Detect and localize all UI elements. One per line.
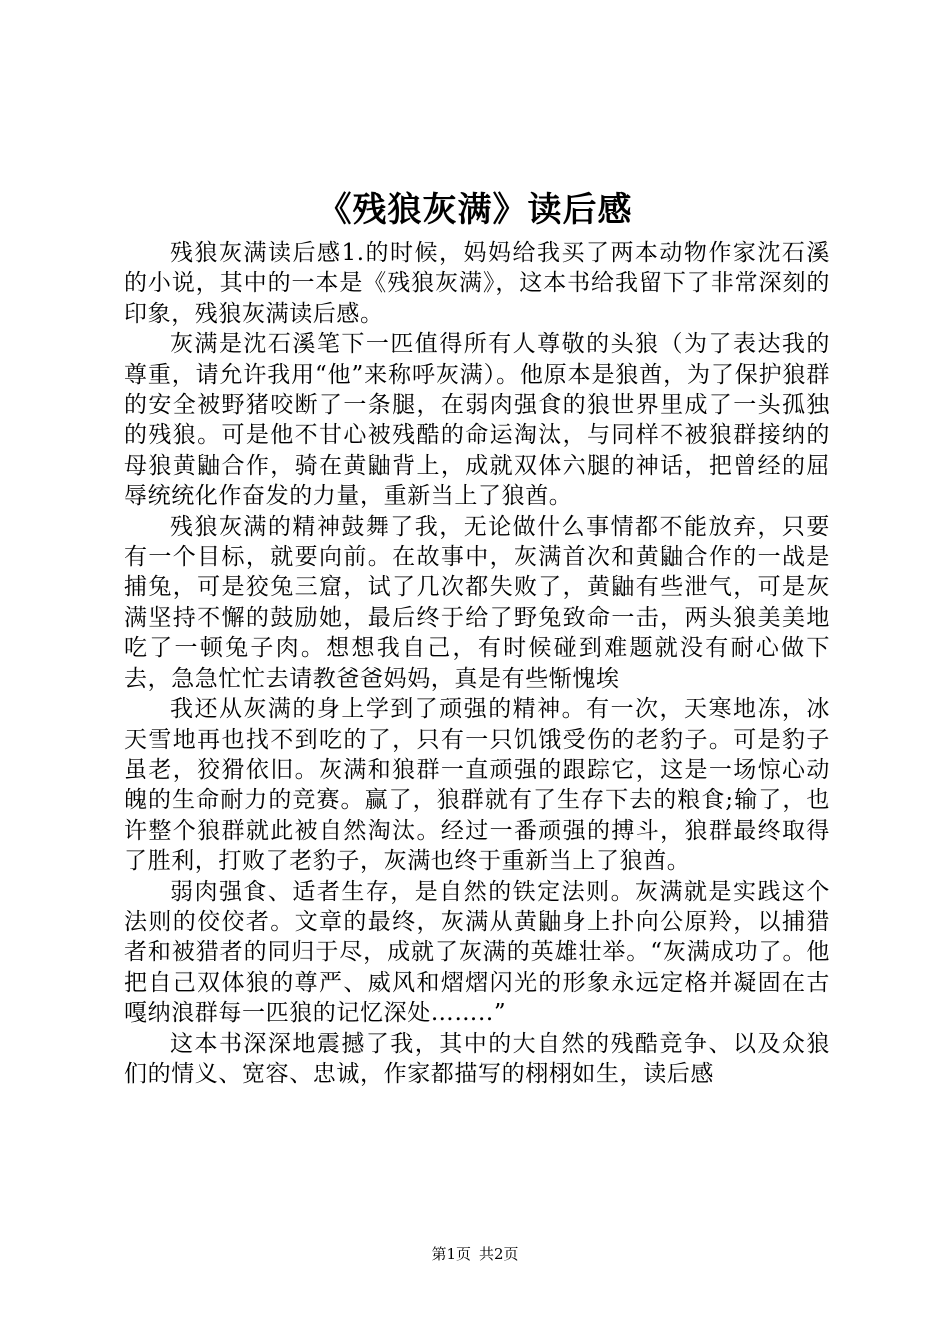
document-title: 《残狼灰满》读后感 (317, 190, 633, 230)
paragraph: 残狼灰满读后感1.的时候，妈妈给我买了两本动物作家沈石溪的小说，其中的一本是《残狼灰满》，这本书给我留下了非常深刻的印象，残狼灰满读后感。 (124, 240, 830, 327)
document-body (124, 238, 830, 1089)
paragraph: 这本书深深地震撼了我，其中的大自然的残酷竞争、以及众狼们的情义、宽容、忠诚，作家都描写的栩栩如生，读后感 (124, 1030, 830, 1087)
paragraph: 灰满是沈石溪笔下一匹值得所有人尊敬的头狼（为了表达我的尊重，请允许我用“他”来称呼灰满）。他原本是狼酋，为了保护狼群的安全被野猪咬断了一条腿，在弱肉强食的狼世界里成了一头孤独的残狼。可是他不甘心被残酷的命运淘汰，与同样不被狼群接纳的母狼黄鼬合作，骑在黄鼬背上，成就双体六腿的神话，把曾经的屈辱统统化作奋发的力量，重新当上了狼酋。 (124, 331, 830, 510)
page-total: 共2页 (479, 1245, 519, 1263)
paragraph: 残狼灰满的精神鼓舞了我，无论做什么事情都不能放弃，只要有一个目标，就要向前。在故事中，灰满首次和黄鼬合作的一战是捕兔，可是狡兔三窟，试了几次都失败了，黄鼬有些泄气，可是灰满坚持不懈的鼓励她，最后终于给了野兔致命一击，两头狼美美地吃了一顿兔子肉。想想我自己，有时候碰到难题就没有耐心做下去，急急忙忙去请教爸爸妈妈，真是有些惭愧埃 (124, 513, 830, 692)
paragraph: 弱肉强食、适者生存，是自然的铁定法则。灰满就是实践这个法则的佼佼者。文章的最终，灰满从黄鼬身上扑向公原羚，以捕猎者和被猎者的同归于尽，成就了灰满的英雄壮举。“灰满成功了。他把自己双体狼的尊严、威风和熠熠闪光的形象永远定格并凝固在古嘎纳浪群每一匹狼的记忆深处……..” (124, 878, 830, 1027)
page-footer (0, 1244, 950, 1264)
page-number: 第1页 (431, 1245, 471, 1263)
paragraph: 我还从灰满的身上学到了顽强的精神。有一次，天寒地冻，冰天雪地再也找不到吃的了，只有一只饥饿受伤的老豹子。可是豹子虽老，狡猾依旧。灰满和狼群一直顽强的跟踪它，这是一场惊心动魄的生命耐力的竞赛。赢了，狼群就有了生存下去的粮食;输了，也许整个狼群就此被自然淘汰。经过一番顽强的搏斗，狼群最终取得了胜利，打败了老豹子，灰满也终于重新当上了狼酋。 (124, 696, 830, 875)
